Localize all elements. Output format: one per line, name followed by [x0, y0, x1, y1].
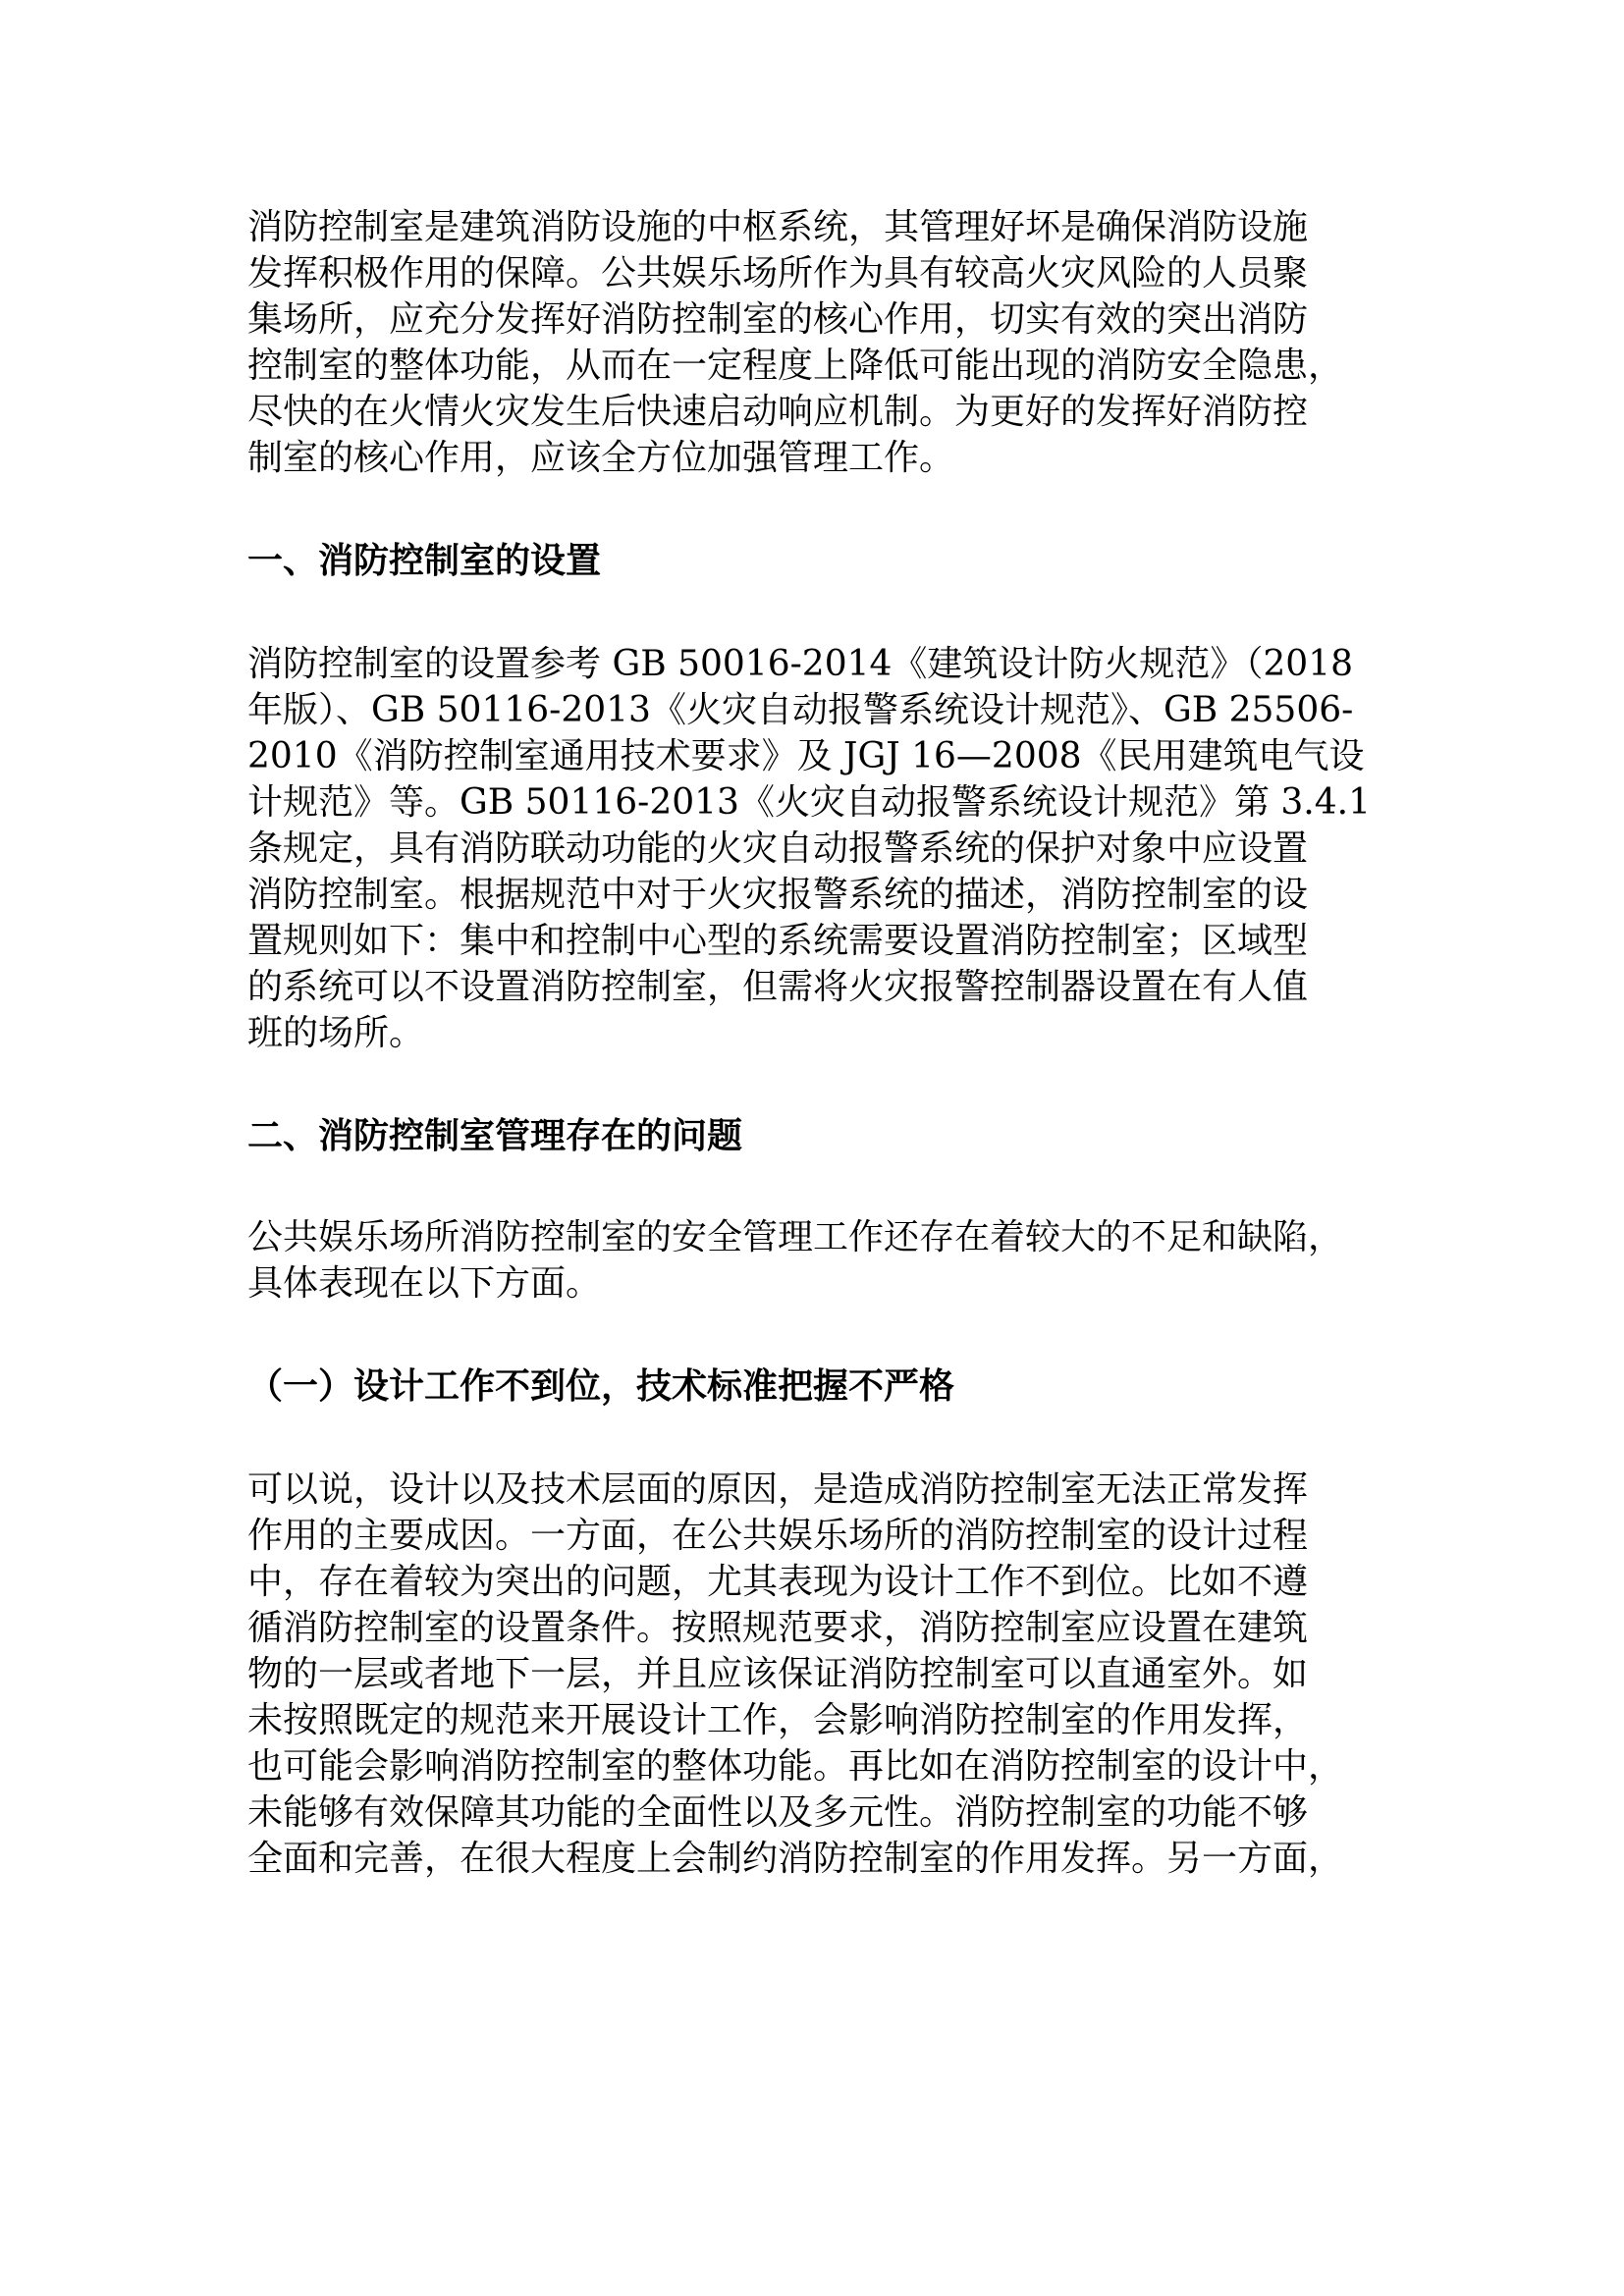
section-heading-problems: 二、消防控制室管理存在的问题 [247, 1116, 743, 1156]
text-line: 作用的主要成因。一方面，在公共娱乐场所的消防控制室的设计过程 [247, 1516, 1309, 1556]
section-problems-paragraph [247, 1214, 1377, 1307]
text-line: 中，存在着较为突出的问题，尤其表现为设计工作不到位。比如不遵 [247, 1562, 1309, 1602]
section-heading-setup: 一、消防控制室的设置 [247, 541, 602, 581]
text-line: 消防控制室。根据规范中对于火灾报警系统的描述，消防控制室的设 [247, 875, 1309, 915]
text-line: 公共娱乐场所消防控制室的安全管理工作还存在着较大的不足和缺陷， [247, 1217, 1344, 1257]
text-line: 循消防控制室的设置条件。按照规范要求，消防控制室应设置在建筑 [247, 1608, 1309, 1648]
text-line: 未能够有效保障其功能的全面性以及多元性。消防控制室的功能不够 [247, 1792, 1309, 1833]
text-line: 集场所，应充分发挥好消防控制室的核心作用，切实有效的突出消防 [247, 299, 1309, 340]
text-line: 年版）、GB 50116-2013《火灾自动报警系统设计规范》、GB 25506- [247, 690, 1354, 730]
intro-paragraph [247, 204, 1377, 481]
text-line: 发挥积极作用的保障。公共娱乐场所作为具有较高火灾风险的人员聚 [247, 253, 1309, 294]
text-line: 具体表现在以下方面。 [247, 1263, 602, 1304]
text-line: 可以说，设计以及技术层面的原因，是造成消防控制室无法正常发挥 [247, 1469, 1309, 1510]
text-line: 2010《消防控制室通用技术要求》及 JGJ 16—2008《民用建筑电气设 [247, 736, 1365, 776]
section-setup-paragraph [247, 641, 1377, 1056]
text-line: 控制室的整体功能，从而在一定程度上降低可能出现的消防安全隐患， [247, 346, 1344, 386]
text-line: 未按照既定的规范来开展设计工作，会影响消防控制室的作用发挥， [247, 1700, 1309, 1740]
text-line: 消防控制室是建筑消防设施的中枢系统，其管理好坏是确保消防设施 [247, 207, 1309, 247]
text-line: 消防控制室的设置参考 GB 50016-2014《建筑设计防火规范》（2018 [247, 644, 1354, 684]
text-line: 计规范》等。GB 50116-2013《火灾自动报警系统设计规范》第 3.4.1 [247, 782, 1372, 823]
text-line: 尽快的在火情火灾发生后快速启动响应机制。为更好的发挥好消防控 [247, 392, 1309, 432]
subsection-heading-design: （一）设计工作不到位，技术标准把握不严格 [247, 1366, 955, 1407]
text-line: 的系统可以不设置消防控制室，但需将火灾报警控制器设置在有人值 [247, 967, 1309, 1007]
text-line: 也可能会影响消防控制室的整体功能。再比如在消防控制室的设计中， [247, 1746, 1344, 1787]
text-line: 条规定，具有消防联动功能的火灾自动报警系统的保护对象中应设置 [247, 828, 1309, 869]
text-line: 置规则如下：集中和控制中心型的系统需要设置消防控制室；区域型 [247, 921, 1309, 961]
subsection-design-paragraph [247, 1467, 1377, 1882]
text-line: 班的场所。 [247, 1013, 425, 1053]
text-line: 物的一层或者地下一层，并且应该保证消防控制室可以直通室外。如 [247, 1654, 1309, 1694]
document-body [247, 204, 1377, 1882]
text-line: 制室的核心作用，应该全方位加强管理工作。 [247, 438, 955, 478]
text-line: 全面和完善，在很大程度上会制约消防控制室的作用发挥。另一方面， [247, 1839, 1344, 1879]
